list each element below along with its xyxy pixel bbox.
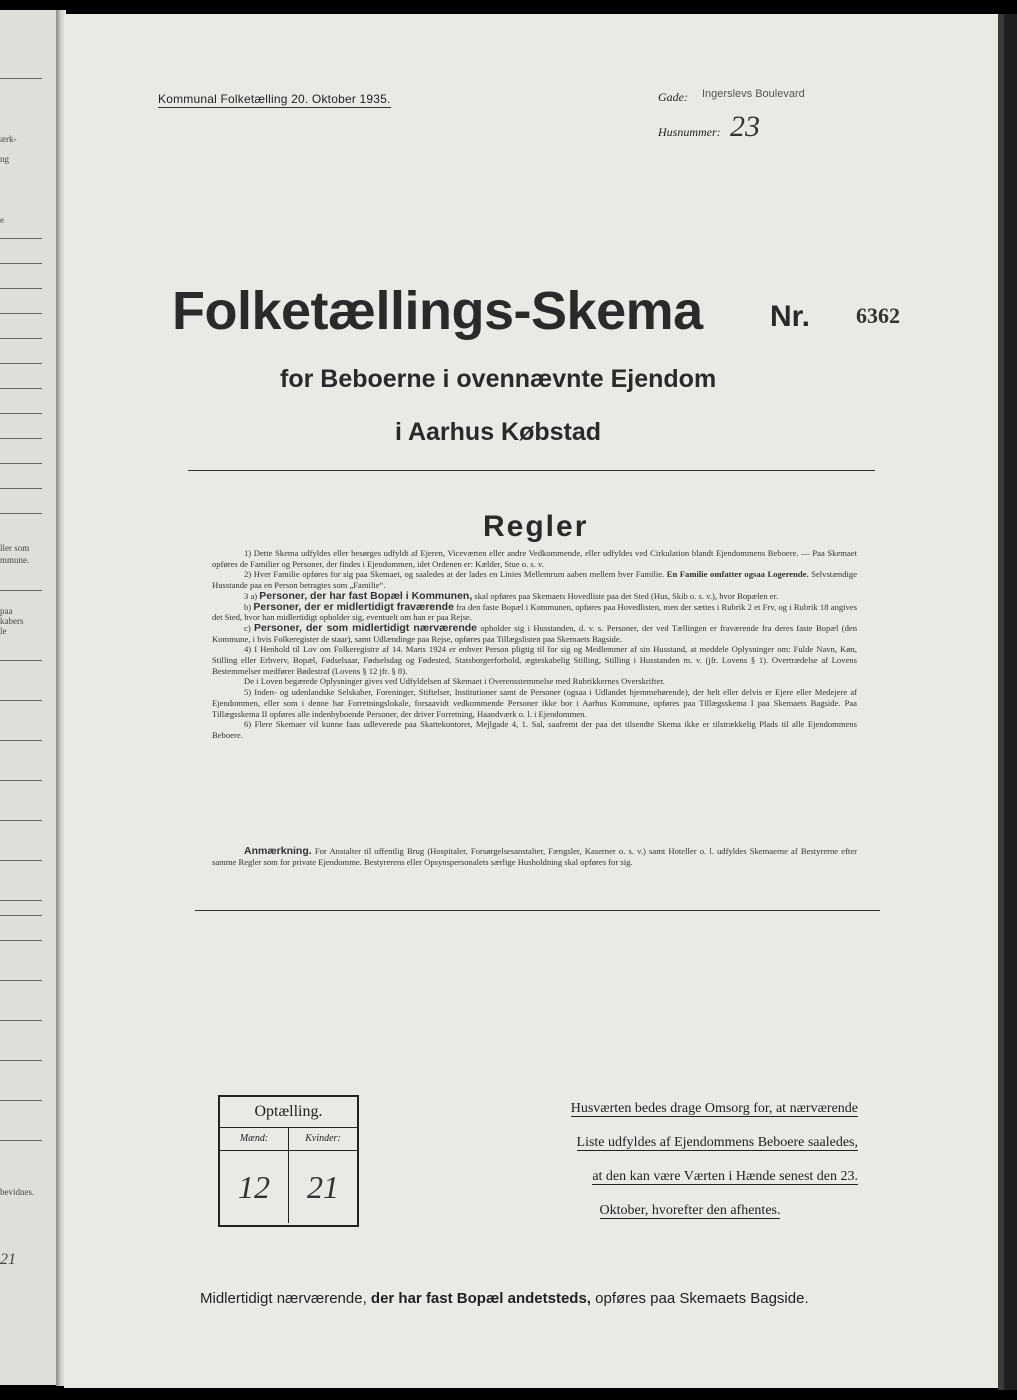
husnummer-value: 23	[730, 110, 760, 143]
regler-heading: Regler	[483, 510, 589, 543]
notice-line: at den kan være Værten i Hænde senest den 23.	[592, 1169, 858, 1184]
rule-3b-bold: Personer, der er midlertidigt fraværende	[253, 600, 454, 613]
optaelling-box	[218, 1095, 359, 1227]
divider	[188, 470, 875, 471]
form-nr-value: 6362	[856, 303, 900, 328]
gade-value: Ingerslevs Boulevard	[702, 88, 805, 100]
landlord-notice	[522, 1098, 858, 1234]
rule-3c-bold: Personer, der som midlertidigt nærværende	[254, 621, 478, 634]
regler-text: 1) Dette Skema udfyldes eller besørges udfyldt af Ejeren, Viceværten eller andre Vedkommende, eller udfyldes ved Cirkulation blandt Ejendommens Beboere. — Paa Skemaet opføres de Familier og Personer, der findes i Ejendommen, idet Ordenen er: Kælder, Stue o. s. v. 2) Hver Familie opføres for sig paa Skemaet, og saaledes at der lades en Linies Mellemrum aaben mellem hver Familie. En Familie omfatter ogsaa Logerende. Selvstændige Husstande paa en Person betragtes som „Familie“. 3 a) Personer, der har fast Bopæl i Kommunen, skal opføres paa Skemaets Hovedliste paa det Sted (Hus, Skib o. s. v.), hvor Bopælen er. b) Personer, der er midlertidigt fraværende fra den faste Bopæl i Kommunen, opføres paa Hovedlisten, men der sættes i Rubrik 2 et Frv, og i Rubrik 18 angives det Sted, hvor han midlertidigt opholder sig, eventuelt om han er paa Rejse. c) Personer, der som midlertidigt nærværende opholder sig i Husstanden, d. v. s. Personer, der ved Tællingen er fraværende fra deres faste Bopæl (den Kommune, i hvis Folkeregister de staar), samt Udlændinge paa Rejse, opføres paa Tillægslisten paa Skemaets Bagside. 4) I Henhold til Lov om Folkeregistre af 14. Marts 1924 er enhver Person pligtig til for sig og Medlemmer af sin Husstand, at meddele Oplysninger om: Fulde Navn, Køn, Stilling eller Erhverv, Bopæl, Fødselsaar, Fødselsdag og Fødested, Statsborgerforhold, ægteskabelig Stilling, Stilling i Husstanden m. v. (jfr. Lovens § 1). Overtrædelse af Lovens Bestemmelser medfører Bødestraf (Lovens § 12 jfr. § 8). De i Loven begærede Oplysninger gives ved Udfyldelsen af Skemaet i Overensstemmelse med Rubrikkernes Overskrifter. 5) Inden- og udenlandske Selskaber, Foreninger, Stiftelser, Institutioner samt de Personer (ogsaa i Udlandet hjemmehørende), der helt eller delvis er Ejere eller Medejere af Ejendommen, eller som i denne har Forretningslokale, forsaavidt vedkommende Personer ikke bor i Aarhus Kommune, opføres paa Tillægsskema I paa Skemaets Bagside. Paa Tillægsskema II opføres alle indenbyboende Personer, der driver Forretning, Haandværk o. l. i Ejendommen. 6) Flere Skemaer vil kunne faas udleverede paa Skattekontoret, Mejlgade 4, 1. Sal, saafremt der paa det tilsendte Skema ikke er tilstrækkelig Plads til alle Ejendommens Beboere.	[212, 548, 858, 740]
notice-line: Husværten bedes drage Omsorg for, at nærværende	[570, 1101, 858, 1116]
margin-fragment: bevidnes.	[0, 1187, 35, 1197]
margin-fragment: le	[0, 626, 7, 636]
rule-3b: fra den faste Bopæl i Kommunen, opføres paa Hovedlisten, men der sættes i Rubrik 2 et Frv, og i Rubrik 18 angives det Sted, hvor han midlertidigt opholder sig, eventuelt om han er paa Rejse.	[212, 601, 858, 623]
rule-4b: De i Loven begærede Oplysninger gives ved Udfyldelsen af Skemaet i Overensstemmelse med Rubrikkernes Overskrifter.	[244, 676, 665, 687]
divider	[195, 910, 880, 911]
maend-count: 12	[220, 1151, 289, 1223]
kvinder-count: 21	[307, 1169, 339, 1205]
rule-1: 1) Dette Skema udfyldes eller besørges udfyldt af Ejeren, Viceværten eller andre Vedkommende, eller udfyldes ved Cirkulation blandt Ejendommens Beboere. — Paa Skemaet opføres de Familier og Personer, der findes i Ejendommen, idet Ordenen er: Kælder, Stue o. s. v.	[212, 548, 857, 569]
margin-fragment: ller som	[0, 543, 30, 553]
anmaerkning-label: Anmærkning.	[244, 845, 312, 857]
margin-fragment: kabers	[0, 616, 24, 626]
kvinder-label: Kvinder:	[305, 1133, 341, 1144]
margin-fragment: mmune.	[0, 555, 30, 565]
form-subtitle-1: for Beboerne i ovennævnte Ejendom	[280, 365, 717, 393]
binding-edge	[998, 14, 1017, 1390]
rule-5: 5) Inden- og udenlandske Selskaber, Foreninger, Stiftelser, Institutioner samt de Personer (ogsaa i Udlandet hjemmehørende), der helt eller delvis er Ejere eller Medejere af Ejendommen, eller som i denne har Forretningslokale, forsaavidt vedkommende Personer ikke bor i Aarhus Kommune, opføres paa Tillægsskema I paa Skemaets Bagside. Paa Tillægsskema II opføres alle indenbyboende Personer, der driver Forretning, Haandværk o. l. i Ejendommen.	[212, 687, 857, 719]
anmaerkning	[212, 846, 857, 868]
anmaerkning-text: For Anstalter til offentlig Brug (Hospitaler, Forsørgelsesanstalter, Fængsler, Kaserner o. s. v.) samt Hoteller o. l. udfyldes Skemaerne af Bestyrerne efter samme Regler som for private Ejendomme. Bestyrerens eller Opsynspersonalets særlige Husholdning skal opføres for sig.	[212, 846, 857, 867]
husnummer-label: Husnummer:	[658, 125, 721, 139]
footer-note: Midlertidigt nærværende, der har fast Bopæl andetsteds, opføres paa Skemaets Bagside.	[200, 1290, 809, 1307]
form-nr-label: Nr.	[770, 300, 811, 333]
margin-fragment: ærk-	[0, 134, 17, 144]
rule-2: 2) Hver Familie opføres for sig paa Skemaet, og saaledes at der lades en Linies Mellemrum aaben mellem hver Familie.	[244, 569, 665, 580]
maend-label: Mænd:	[220, 1128, 289, 1150]
margin-fragment: paa	[0, 606, 13, 616]
margin-fragment: ng	[0, 154, 9, 164]
gade-label: Gade:	[658, 90, 688, 104]
notice-line: Oktober, hvorefter den afhentes.	[599, 1203, 781, 1218]
rule-3a: skal opføres paa Skemaets Hovedliste paa det Sted (Hus, Skib o. s. v.), hvor Bopælen er.	[474, 590, 779, 601]
rule-2-cont: Selvstændige Husstande paa en Person betragtes som „Familie“.	[212, 569, 858, 591]
census-header-line: Kommunal Folketælling 20. Oktober 1935.	[158, 92, 391, 106]
optaelling-heading: Optælling.	[220, 1097, 357, 1128]
margin-fragment: 21	[0, 1251, 16, 1268]
rule-3c: opholder sig i Husstanden, d. v. s. Personer, der ved Tællingen er fraværende fra deres faste Bopæl (den Kommune, i hvis Folkeregister de staar), samt Udlændinge paa Rejse, opføres paa Tillægslisten paa Skemaets Bagside.	[212, 622, 857, 644]
rule-6: 6) Flere Skemaer vil kunne faas udleverede paa Skattekontoret, Mejlgade 4, 1. Sal, saafremt der paa det tilsendte Skema ikke er tilstrækkelig Plads til alle Ejendommens Beboere.	[212, 719, 857, 740]
form-title: Folketællings-Skema	[172, 281, 703, 341]
rule-3a-bold: Personer, der har fast Bopæl i Kommunen,	[259, 589, 473, 602]
notice-line: Liste udfyldes af Ejendommens Beboere saaledes,	[576, 1135, 858, 1150]
form-subtitle-2: i Aarhus Købstad	[395, 418, 602, 446]
adjacent-page-strip	[0, 10, 60, 1385]
rule-4: 4) I Henhold til Lov om Folkeregistre af 14. Marts 1924 er enhver Person pligtig til for sig og Medlemmer af sin Husstand, at meddele Oplysninger om: Fulde Navn, Køn, Stilling eller Erhverv, Bopæl, Fødselsaar, Fødselsdag og Fødested, Statsborgerforhold, ægteskabelig Stilling, Stilling i Husstanden m. v. (jfr. Lovens § 1). Overtrædelse af Lovens Bestemmelser medfører Bødestraf (Lovens § 12 jfr. § 8).	[212, 644, 857, 676]
margin-fragment: e	[0, 215, 4, 225]
rule-2-bold: En Familie omfatter ogsaa Logerende.	[666, 569, 809, 580]
